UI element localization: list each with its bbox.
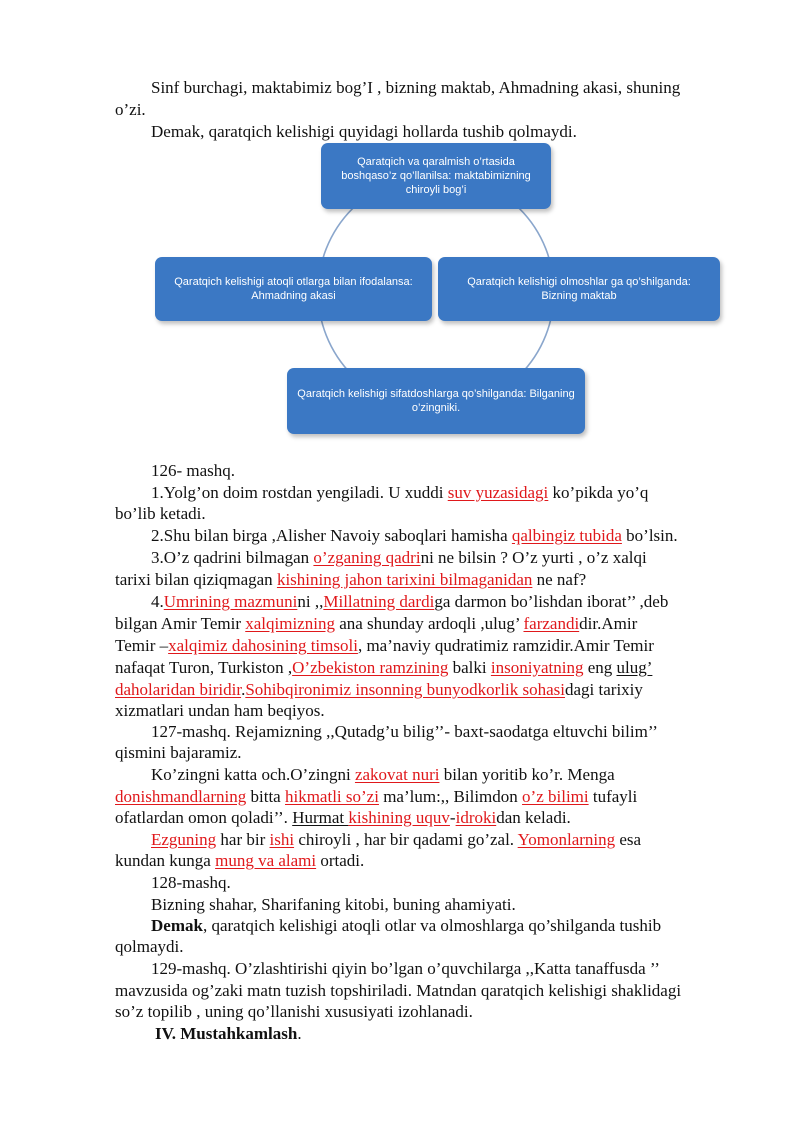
- paragraph-line: kundan kunga mung va alami ortadi.: [115, 851, 365, 870]
- paragraph-line: 1.Yolg’on doim rostdan yengiladi. U xuddi suv yuzasidagi ko’pikda yo’q: [151, 483, 649, 502]
- diagram-box-right: Qaratqich kelishigi olmoshlar ga qo’shilganda: Bizning maktab: [438, 257, 720, 321]
- paragraph-line: 129-mashq. O’zlashtirishi qiyin bo’lgan o’quvchilarga ,,Katta tanaffusda ’’: [151, 959, 660, 978]
- paragraph-line: Temir –xalqimiz dahosining timsoli, ma’naviy qudratimiz ramzidir.Amir Temir: [115, 636, 654, 655]
- diagram-box-bottom: Qaratqich kelishigi sifatdoshlarga qo’shilganda: Bilganing o’zingniki.: [287, 368, 585, 434]
- exercise-title: 128-mashq.: [151, 873, 231, 892]
- paragraph-line: bo’lib ketadi.: [115, 504, 206, 523]
- paragraph-line: 3.O’z qadrini bilmagan o’zganing qadrini ne bilsin ? O’z yurti , o’z xalqi: [151, 548, 647, 567]
- paragraph-line: xizmatlari undan ham beqiyos.: [115, 701, 325, 720]
- paragraph-line: o’zi.: [115, 100, 146, 119]
- diagram-box-top: Qaratqich va qaralmish o’rtasida boshqaso’z qo’llanilsa: maktabimizning chiroyli bog’i: [321, 143, 551, 209]
- paragraph-line: donishmandlarning bitta hikmatli so’zi ma’lum:,, Bilimdon o’z bilimi tufayli: [115, 787, 638, 806]
- section-heading: IV. Mustahkamlash.: [155, 1024, 302, 1043]
- paragraph-line: Ezguning har bir ishi chiroyli , har bir qadami go’zal. Yomonlarning esa: [151, 830, 642, 849]
- paragraph-line: daholaridan biridir.Sohibqironimiz insonning bunyodkorlik sohasidagi tarixiy: [115, 680, 643, 699]
- paragraph-line: Demak, qaratqich kelishigi quyidagi hollarda tushib qolmaydi.: [151, 122, 577, 141]
- paragraph-line: Bizning shahar, Sharifaning kitobi, buning ahamiyati.: [151, 895, 516, 914]
- paragraph-line: Demak, qaratqich kelishigi atoqli otlar va olmoshlarga qo’shilganda tushib: [151, 916, 662, 935]
- exercise-title: 126- mashq.: [151, 461, 236, 480]
- paragraph-line: bilgan Amir Temir xalqimizning ana shunday ardoqli ,ulug’ farzandidir.Amir: [115, 614, 638, 633]
- paragraph-line: 2.Shu bilan birga ,Alisher Navoiy saboqlari hamisha qalbingiz tubida bo’lsin.: [151, 526, 678, 545]
- paragraph-line: Sinf burchagi, maktabimiz bog’I , bizning maktab, Ahmadning akasi, shuning: [151, 78, 681, 97]
- diagram-box-left: Qaratqich kelishigi atoqli otlarga bilan ifodalansa: Ahmadning akasi: [155, 257, 432, 321]
- paragraph-line: qismini bajaramiz.: [115, 743, 242, 762]
- paragraph-line: ofatlardan omon qoladi’’. Hurmat kishining uquv-idrokidan keladi.: [115, 808, 571, 827]
- paragraph-line: tarixi bilan qiziqmagan kishining jahon tarixini bilmaganidan ne naf?: [115, 570, 587, 589]
- paragraph-line: 4.Umrining mazmunini ,,Millatning dardiga darmon bo’lishdan iborat’’ ,deb: [151, 592, 669, 611]
- paragraph-line: mavzusida og’zaki matn tuzish topshiriladi. Matndan qaratqich kelishigi shaklidagi: [115, 981, 682, 1000]
- paragraph-line: Ko’zingni katta och.O’zingni zakovat nuri bilan yoritib ko’r. Menga: [151, 765, 615, 784]
- paragraph-line: qolmaydi.: [115, 937, 184, 956]
- paragraph-line: nafaqat Turon, Turkiston ,O’zbekiston ramzining balki insoniyatning eng ulug’: [115, 658, 653, 677]
- exercise-title: 127-mashq. Rejamizning ,,Qutadg’u bilig’’- baxt-saodatga eltuvchi bilim’’: [151, 722, 658, 741]
- paragraph-line: so’z topilib , uning qo’llanishi xususiyati izohlanadi.: [115, 1002, 473, 1021]
